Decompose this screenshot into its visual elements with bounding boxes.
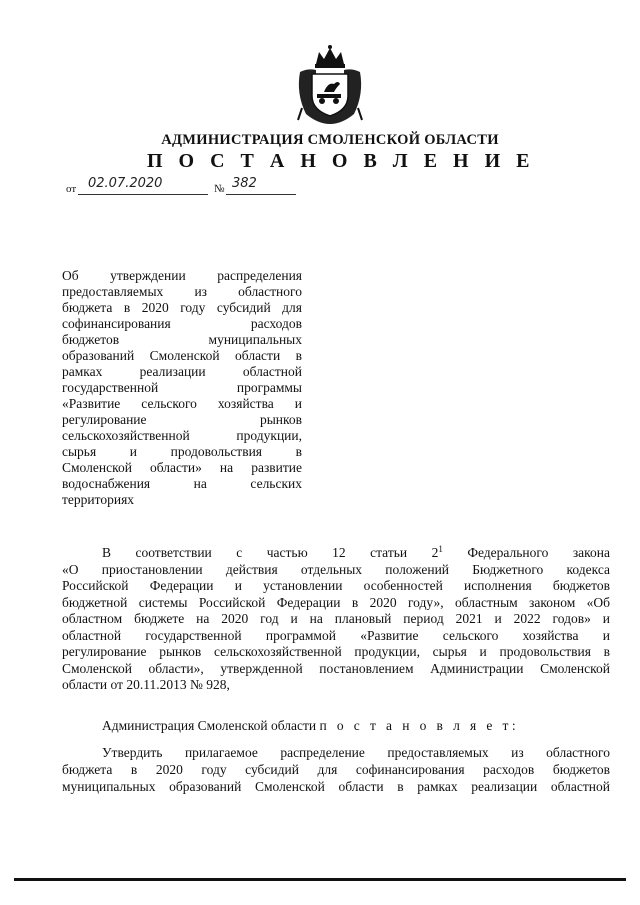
- date-from-label: от: [66, 183, 77, 195]
- body-line: Утвердить прилагаемое распределение предоставляемых из областного: [102, 745, 610, 760]
- body-line: областном бюджете на 2020 год и на плановый период 2021 и 2022 годов» и: [62, 611, 610, 626]
- number-underline: [226, 194, 296, 195]
- resolution-paragraph: [62, 744, 610, 795]
- preamble-paragraph: [62, 545, 610, 694]
- document-date: 02.07.2020: [88, 176, 163, 191]
- body-text: В соответствии с частью 12 статьи 2: [102, 545, 439, 560]
- date-underline: [78, 194, 208, 195]
- subject-line: Об утверждении распределения: [62, 268, 302, 283]
- body-line: [62, 545, 610, 562]
- subject-line: предоставляемых из областного: [62, 284, 302, 299]
- subject-line: «Развитие сельского хозяйства и: [62, 396, 302, 411]
- decree-verb: п о с т а н о в л я е т:: [319, 718, 519, 733]
- subject-line: софинансирования расходов: [62, 316, 302, 331]
- decree-line: [102, 718, 519, 734]
- body-line: бюджета в 2020 году субсидий для софинансирования расходов бюджетов: [62, 762, 610, 777]
- superscript: 1: [438, 544, 443, 554]
- scan-bottom-border: [14, 878, 626, 881]
- body-line: областной государственной программой «Развитие сельского хозяйства и: [62, 627, 610, 643]
- subject-line: регулирование рынков: [62, 412, 302, 427]
- subject-line: водоснабжения на сельских: [62, 476, 302, 491]
- coat-of-arms-icon: [292, 44, 368, 126]
- decree-subject: Администрация Смоленской области: [102, 718, 317, 733]
- subject-line: государственной программы: [62, 380, 302, 395]
- body-line: Смоленской области», утвержденной постановлением Администрации Смоленской: [62, 660, 610, 676]
- document-type-title: П О С Т А Н О В Л Е Н И Е: [147, 150, 535, 172]
- organization-title: АДМИНИСТРАЦИЯ СМОЛЕНСКОЙ ОБЛАСТИ: [161, 132, 499, 148]
- subject-line: сельскохозяйственной продукции,: [62, 428, 302, 443]
- body-line: муниципальных образований Смоленской области в рамках реализации областной: [62, 779, 610, 794]
- body-line: области от 20.11.2013 № 928,: [62, 677, 230, 692]
- subject-line: рамках реализации областной: [62, 364, 302, 379]
- subject-line: образований Смоленской области в: [62, 348, 302, 363]
- body-line: бюджетной системы Российской Федерации в 2020 году», областным законом «Об: [62, 594, 610, 610]
- subject-line: сырья и продовольствия в: [62, 444, 302, 459]
- subject-line: территориях: [62, 492, 135, 507]
- body-line: регулирование рынков сельскохозяйственной продукции, сырья и продовольствия в: [62, 644, 610, 659]
- body-line: «О приостановлении действия отдельных положений Бюджетного кодекса: [62, 561, 610, 577]
- subject-line: Смоленской области» на развитие: [62, 460, 302, 475]
- subject-line: бюджетов муниципальных: [62, 332, 302, 347]
- document-subject: [62, 268, 302, 508]
- body-line: Российской Федерации и установлении особенностей исполнения бюджетов: [62, 578, 610, 593]
- document-number: 382: [232, 176, 257, 191]
- body-text: Федерального закона: [442, 545, 611, 560]
- subject-line: бюджета в 2020 году субсидий для: [62, 300, 302, 315]
- number-label: №: [214, 183, 225, 195]
